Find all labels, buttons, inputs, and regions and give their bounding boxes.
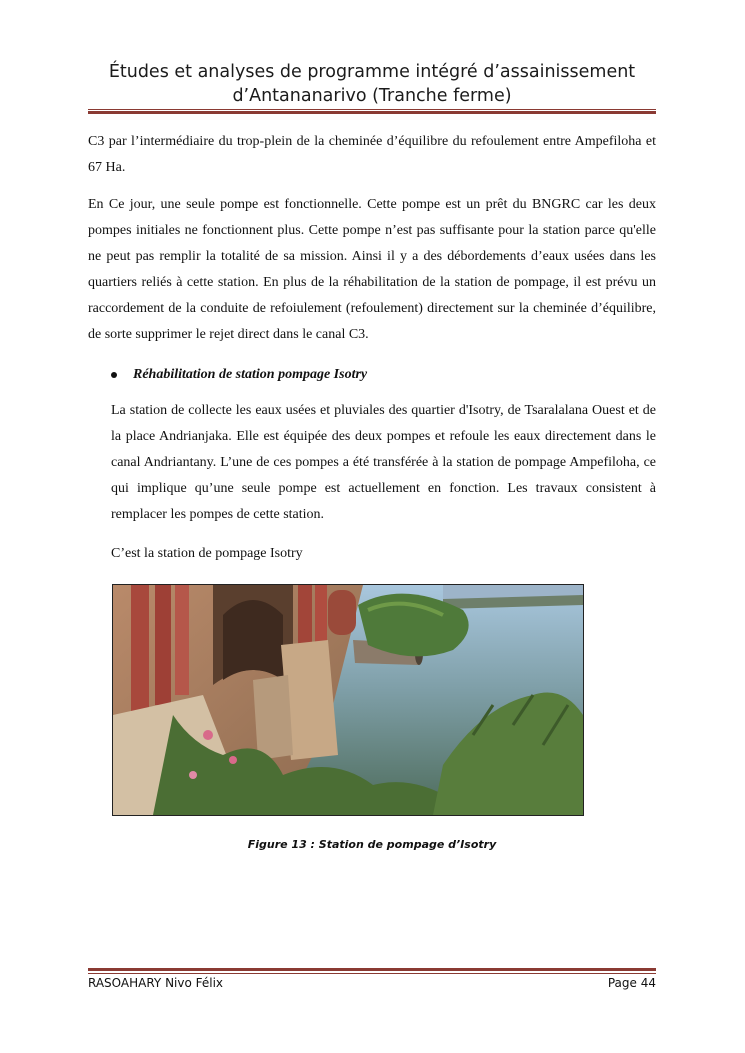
bullet-heading: Réhabilitation de station pompage Isotry [133,367,368,382]
footer-page-number: Page 44 [607,976,656,990]
header-title-line-2: d’Antananarivo (Tranche ferme) [232,86,512,106]
footer-author: RASOAHARY Nivo Félix [88,976,224,990]
page-header-title [88,60,656,108]
header-title-line-1: Études et analyses de programme intégré d’assainissement [108,62,636,82]
header-rule-thick [88,111,656,114]
footer-rule-thin [88,973,656,974]
paragraph-figure-intro: C’est la station de pompage Isotry [111,546,303,561]
paragraph-isotry-description: La station de collecte les eaux usées et pluviales des quartier d'Isotry, de Tsaralalana Ouest et de la place Andrianjaka. Elle est équipée des deux pompes et refoule les eaux directement dans le canal Andriantany. L’une de ces pompes a été transférée à la station de pompage Ampefiloha, ce qui implique qu’une seule pompe est actuellement en fonction. Les travaux consistent à remplacer les pompes de cette station. [111,403,656,522]
paragraph-pump-status: En Ce jour, une seule pompe est fonctionnelle. Cette pompe est un prêt du BNGRC car les deux pompes initiales ne fonctionnent plus. Cette pompe n’est pas suffisante pour la station parce qu'elle ne peut pas remplir la totalité de sa mission. Ainsi il y a des débordements d’eaux usées dans les quartiers reliés à cette station. En plus de la réhabilitation de la station de pompage, il est prévu un raccordement de la conduite de refoiulement (refoulement) directement sur la cheminée d’équilibre, de sorte supprimer le rejet direct dans le canal C3. [88,197,656,342]
bullet-dot-icon [111,372,117,378]
figure-caption: Figure 13 : Station de pompage d’Isotry [247,838,497,851]
pumping-station-photo-illustration [113,585,583,815]
paragraph-continuation: C3 par l’intermédiaire du trop-plein de la cheminée d’équilibre du refoulement entre Ampefiloha et 67 Ha. [88,134,656,175]
header-rule-thin [88,109,656,110]
pumping-station-photo [112,584,584,816]
footer-rule-thick [88,968,656,971]
